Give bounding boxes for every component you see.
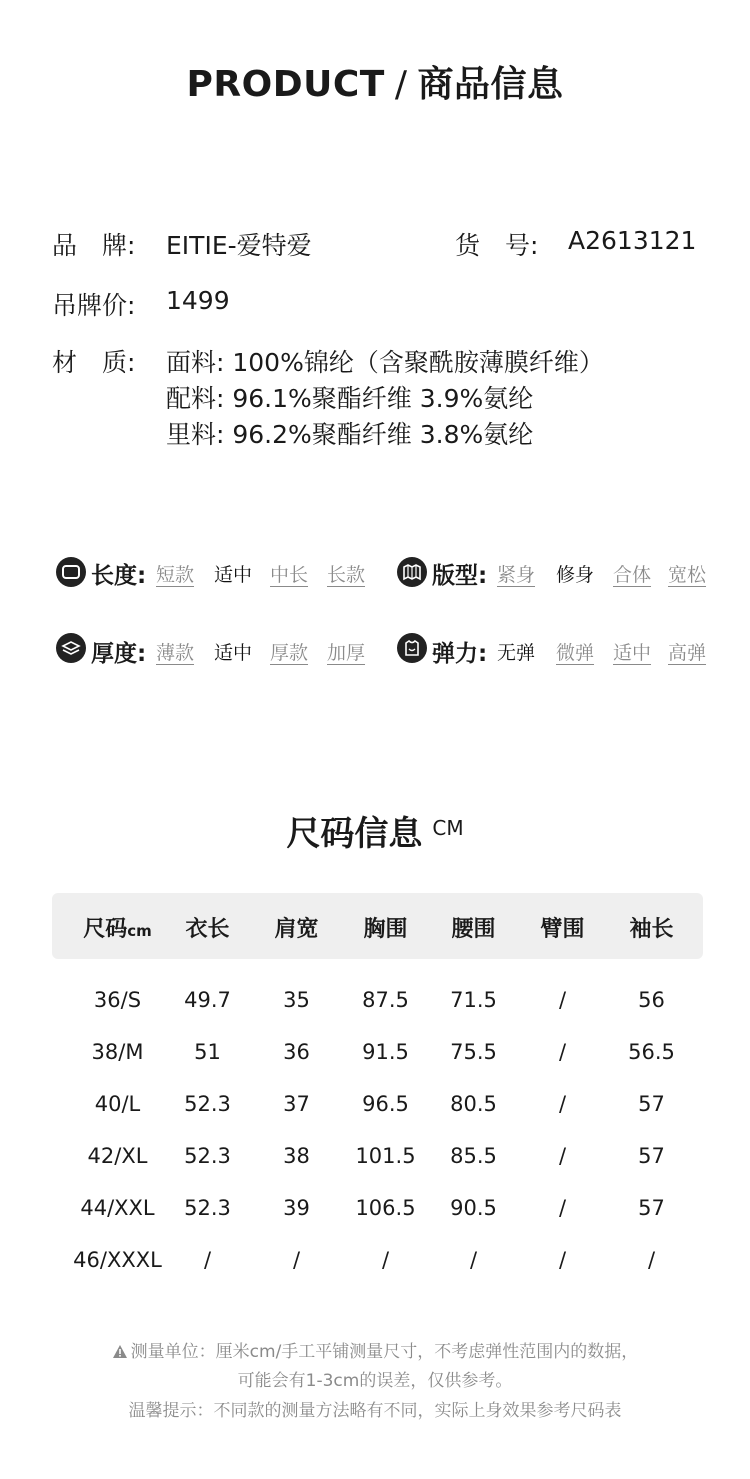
size-table-cell: /	[558, 1196, 567, 1220]
fit-option-regular: 合体	[613, 564, 652, 586]
size-table-cell: 40/L	[94, 1092, 141, 1116]
size-table-cell: 106.5	[355, 1196, 416, 1220]
size-table-cell: 85.5	[450, 1144, 497, 1168]
thickness-option-thick: 厚款	[270, 642, 309, 664]
size-header-chest: 胸围	[363, 917, 408, 942]
note-line-3: 温馨提示：不同款的测量方法略有不同，实际上身效果参考尺码表	[128, 1401, 622, 1421]
size-table-cell: 38	[283, 1144, 310, 1168]
size-header-size-unit: cm	[127, 922, 152, 940]
page-title	[0, 56, 750, 107]
size-table-cell: 35	[283, 988, 310, 1012]
size-table-cell: /	[381, 1248, 390, 1272]
material-line-1: 面料: 100%锦纶（含聚酰胺薄膜纤维）	[166, 348, 604, 377]
size-table-cell: 52.3	[184, 1144, 231, 1168]
note-line-1-text: 测量单位：厘米cm/手工平铺测量尺寸，不考虑弹性范围内的数据，	[130, 1342, 639, 1362]
size-table-cell: 38/M	[91, 1040, 144, 1064]
sku-label: 货 号:	[455, 231, 539, 260]
size-header-size	[73, 912, 162, 943]
fit-option-tight: 紧身	[497, 564, 536, 586]
size-table-cell: /	[558, 1144, 567, 1168]
size-table-cell: 39	[283, 1196, 310, 1220]
size-header-waist: 腰围	[451, 917, 496, 942]
price-value: 1499	[166, 286, 230, 315]
size-table-cell: 91.5	[362, 1040, 409, 1064]
size-table-cell: 37	[283, 1092, 310, 1116]
note-line-1	[0, 1337, 750, 1362]
thickness-option-medium: 适中	[214, 642, 253, 664]
material-label: 材 质:	[52, 348, 136, 377]
size-table-cell: /	[558, 1248, 567, 1272]
thickness-icon	[56, 633, 86, 663]
length-option-mid-long: 中长	[270, 564, 309, 586]
size-table-cell: 46/XXXL	[73, 1248, 162, 1272]
elasticity-icon	[397, 633, 427, 663]
title-separator: /	[394, 64, 408, 105]
size-header-shoulder: 肩宽	[274, 917, 319, 942]
size-section-title	[0, 806, 750, 855]
price-label: 吊牌价:	[52, 291, 136, 320]
size-table-cell: 90.5	[450, 1196, 497, 1220]
size-header-length: 衣长	[185, 917, 230, 942]
size-table-cell: 36/S	[93, 988, 142, 1012]
brand-label: 品 牌:	[52, 231, 136, 260]
attr-name-thickness: 厚度:	[91, 641, 147, 667]
attr-name-length: 长度:	[91, 563, 147, 589]
length-option-short: 短款	[156, 564, 195, 586]
size-table-cell: 44/XXL	[80, 1196, 155, 1220]
note-line-2: 可能会有1-3cm的误差，仅供参考。	[237, 1371, 513, 1391]
size-table-cell: /	[469, 1248, 478, 1272]
size-table-cell: 57	[638, 1092, 665, 1116]
length-option-medium: 适中	[214, 564, 253, 586]
size-table-cell: 71.5	[450, 988, 497, 1012]
size-table-cell: 52.3	[184, 1092, 231, 1116]
attr-name-fit: 版型:	[432, 563, 488, 589]
sku-value: A2613121	[568, 226, 697, 255]
size-table-cell: /	[292, 1248, 301, 1272]
size-table-cell: 80.5	[450, 1092, 497, 1116]
size-table-cell: 36	[283, 1040, 310, 1064]
size-table-cell: 57	[638, 1196, 665, 1220]
elasticity-option-medium: 适中	[613, 642, 652, 664]
size-table-cell: 52.3	[184, 1196, 231, 1220]
size-table-cell: 101.5	[355, 1144, 416, 1168]
size-header-size-label: 尺码	[83, 917, 128, 942]
elasticity-option-high: 高弹	[668, 642, 707, 664]
size-table-cell: /	[558, 1092, 567, 1116]
size-table-cell: 56.5	[628, 1040, 675, 1064]
size-table-cell: 75.5	[450, 1040, 497, 1064]
size-table-cell: 87.5	[362, 988, 409, 1012]
thickness-option-extra-thick: 加厚	[327, 642, 366, 664]
size-header-sleeve: 袖长	[629, 917, 674, 942]
fit-option-loose: 宽松	[668, 564, 707, 586]
size-table-cell: 42/XL	[87, 1144, 148, 1168]
size-table-cell: 49.7	[184, 988, 231, 1012]
material-line-3: 里料: 96.2%聚酯纤维 3.8%氨纶	[166, 420, 534, 449]
size-table-cell: 57	[638, 1144, 665, 1168]
size-title-unit: CM	[432, 816, 464, 840]
size-table-cell: 51	[194, 1040, 221, 1064]
title-en: PRODUCT	[186, 64, 385, 105]
size-table-cell: /	[203, 1248, 212, 1272]
size-table-cell: 56	[638, 988, 665, 1012]
attr-name-elasticity: 弹力:	[432, 641, 488, 667]
size-table-cell: /	[647, 1248, 656, 1272]
elasticity-option-slight: 微弹	[556, 642, 595, 664]
material-line-2: 配料: 96.1%聚酯纤维 3.9%氨纶	[166, 384, 534, 413]
brand-value: EITIE-爱特爱	[166, 231, 312, 260]
size-header-arm: 臂围	[540, 917, 585, 942]
elasticity-option-none: 无弹	[497, 642, 536, 664]
size-table-cell: 96.5	[362, 1092, 409, 1116]
size-table-cell: /	[558, 988, 567, 1012]
size-table-cell: /	[558, 1040, 567, 1064]
length-icon	[56, 557, 86, 587]
thickness-option-thin: 薄款	[156, 642, 195, 664]
title-cn: 商品信息	[417, 64, 564, 105]
size-title-text: 尺码信息	[286, 814, 423, 854]
length-option-long: 长款	[327, 564, 366, 586]
fit-option-slim: 修身	[556, 564, 595, 586]
warning-icon	[112, 1344, 128, 1359]
fit-icon	[397, 557, 427, 587]
